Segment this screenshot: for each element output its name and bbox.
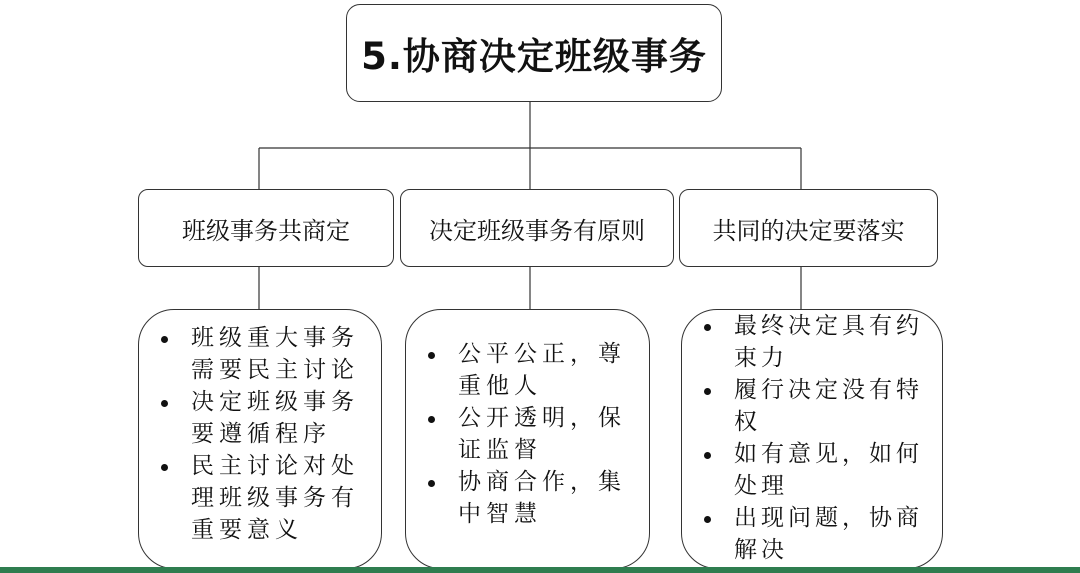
bullet-icon [161, 464, 168, 471]
detail-list [161, 322, 375, 546]
branch-node-3 [679, 189, 938, 267]
bullet-icon [704, 324, 711, 331]
detail-node-2 [405, 309, 650, 569]
branch-title: 决定班级事务有原则 [429, 216, 645, 245]
list-item-text: 民主讨论对处理班级事务有重要意义 [191, 453, 359, 543]
detail-list [428, 338, 650, 530]
detail-list [704, 310, 936, 566]
list-item [161, 386, 375, 450]
root-title: 5.协商决定班级事务 [361, 35, 707, 78]
branch-title: 班级事务共商定 [182, 216, 350, 245]
list-item [428, 466, 650, 530]
bullet-icon [161, 400, 168, 407]
list-item-text: 决定班级事务要遵循程序 [191, 389, 359, 447]
list-item [428, 338, 650, 402]
list-item [161, 322, 375, 386]
list-item [704, 374, 936, 438]
bullet-icon [704, 452, 711, 459]
list-item [704, 438, 936, 502]
list-item [704, 502, 936, 566]
detail-node-1 [138, 309, 382, 569]
bullet-icon [161, 336, 168, 343]
list-item-text: 出现问题，协商解决 [734, 505, 923, 563]
list-item-text: 履行决定没有特权 [734, 377, 923, 435]
list-item-text: 如有意见，如何处理 [734, 441, 923, 499]
bullet-icon [428, 416, 435, 423]
list-item-text: 班级重大事务需要民主讨论 [191, 325, 359, 383]
list-item-text: 最终决定具有约束力 [734, 313, 923, 371]
bullet-icon [428, 480, 435, 487]
list-item-text: 协商合作，集中智慧 [458, 469, 626, 527]
root-node [346, 4, 722, 102]
bullet-icon [704, 516, 711, 523]
bullet-icon [704, 388, 711, 395]
list-item [428, 402, 650, 466]
list-item-text: 公平公正，尊重他人 [458, 341, 626, 399]
branch-node-2 [400, 189, 674, 267]
branch-title: 共同的决定要落实 [712, 216, 905, 245]
bullet-icon [428, 352, 435, 359]
list-item [704, 310, 936, 374]
bottom-accent-band [0, 567, 1080, 573]
detail-node-3 [681, 309, 943, 569]
list-item [161, 450, 375, 546]
list-item-text: 公开透明，保证监督 [458, 405, 626, 463]
branch-node-1 [138, 189, 394, 267]
